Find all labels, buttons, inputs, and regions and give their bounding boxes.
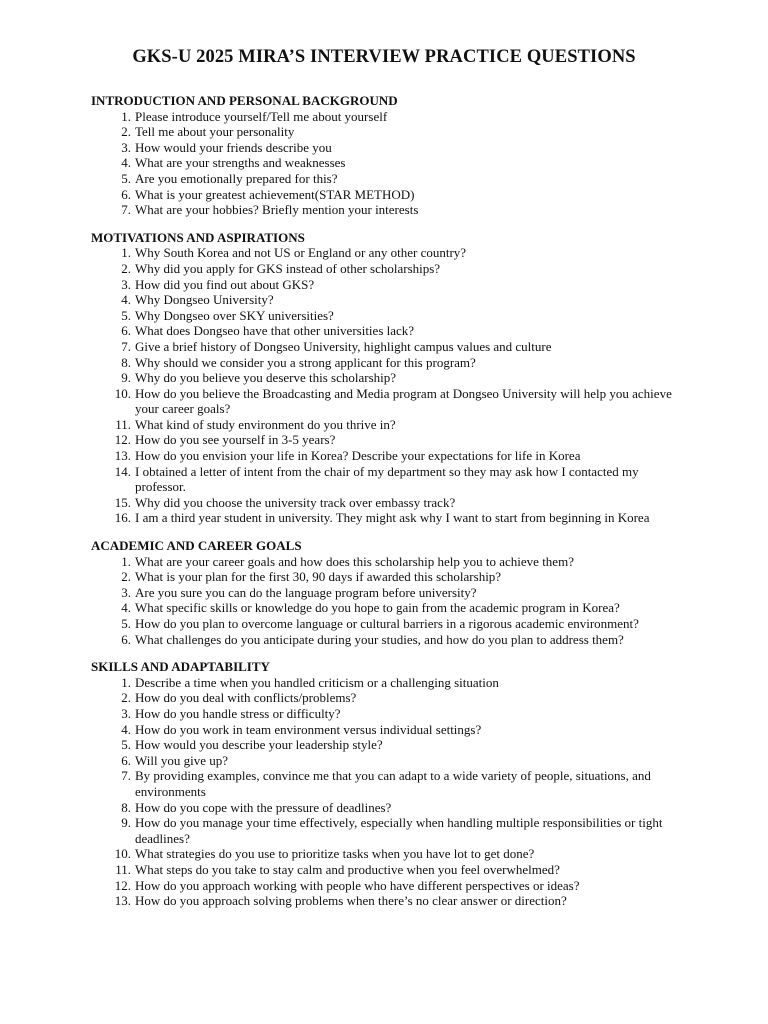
question-text: How do you approach working with people who have different perspectives or ideas? — [135, 877, 580, 893]
question-number: 8. — [121, 799, 131, 815]
question-text: How do you believe the Broadcasting and Media program at Dongseo University will help you achieve your career goals? — [135, 385, 672, 417]
question-number: 1. — [121, 245, 131, 261]
question-number: 10. — [114, 385, 131, 401]
question-text: What does Dongseo have that other universities lack? — [135, 323, 415, 339]
question-item — [91, 140, 691, 156]
question-text: How would you describe your leadership style? — [135, 737, 383, 753]
question-list — [91, 109, 691, 218]
question-number: 12. — [114, 432, 131, 448]
question-item — [91, 187, 691, 203]
question-text: I obtained a letter of intent from the chair of my department so they may ask how I contacted my professor. — [135, 463, 639, 495]
question-text: Why did you apply for GKS instead of other scholarships? — [135, 260, 441, 276]
question-number: 4. — [121, 600, 131, 616]
question-number: 2. — [121, 260, 131, 276]
question-sections — [91, 93, 691, 921]
question-number: 8. — [121, 354, 131, 370]
question-item — [91, 386, 691, 417]
question-number: 11. — [115, 861, 131, 877]
question-item — [91, 616, 691, 632]
question-number: 15. — [114, 494, 131, 510]
section-heading: INTRODUCTION AND PERSONAL BACKGROUND — [91, 93, 398, 108]
question-item — [91, 878, 691, 894]
question-number: 4. — [121, 721, 131, 737]
question-text: Will you give up? — [135, 752, 228, 768]
question-number: 4. — [121, 292, 131, 308]
question-number: 13. — [114, 448, 131, 464]
question-item — [91, 737, 691, 753]
question-number: 5. — [121, 307, 131, 323]
document-title: GKS-U 2025 MIRA’S INTERVIEW PRACTICE QUESTIONS — [132, 47, 636, 67]
question-text: How do you deal with conflicts/problems? — [135, 690, 357, 706]
question-number: 14. — [114, 463, 131, 479]
question-item — [91, 722, 691, 738]
question-number: 7. — [121, 202, 131, 218]
question-item — [91, 308, 691, 324]
question-text: By providing examples, convince me that you can adapt to a wide variety of people, situations, and environments — [135, 768, 651, 799]
question-text: What steps do you take to stay calm and productive when you feel overwhelmed? — [135, 861, 560, 877]
question-text: Why did you choose the university track over embassy track? — [135, 494, 456, 510]
question-number: 2. — [121, 569, 131, 585]
question-number: 13. — [114, 893, 131, 909]
question-text: Why Dongseo University? — [135, 292, 274, 308]
question-text: What strategies do you use to prioritize tasks when you have lot to get done? — [135, 846, 535, 862]
question-number: 9. — [121, 370, 131, 386]
question-item — [91, 846, 691, 862]
question-list — [91, 675, 691, 909]
question-text: Are you emotionally prepared for this? — [135, 170, 338, 186]
question-text: What kind of study environment do you thrive in? — [135, 416, 396, 432]
question-item — [91, 495, 691, 511]
question-item — [91, 554, 691, 570]
question-text: How would your friends describe you — [135, 139, 332, 155]
question-text: Describe a time when you handled criticism or a challenging situation — [135, 674, 499, 690]
question-item — [91, 417, 691, 433]
question-item — [91, 893, 691, 909]
question-number: 7. — [121, 768, 131, 784]
question-number: 16. — [114, 510, 131, 526]
question-text: Give a brief history of Dongseo University, highlight campus values and culture — [135, 338, 552, 354]
question-item — [91, 245, 691, 261]
question-number: 2. — [121, 124, 131, 140]
question-item — [91, 753, 691, 769]
question-text: How do you cope with the pressure of deadlines? — [135, 799, 392, 815]
section-academic-goals — [91, 538, 691, 647]
question-item — [91, 862, 691, 878]
section-introduction — [91, 93, 691, 218]
question-number: 6. — [121, 631, 131, 647]
question-number: 1. — [121, 674, 131, 690]
question-item — [91, 432, 691, 448]
question-text: How do you work in team environment versus individual settings? — [135, 721, 482, 737]
question-text: Why Dongseo over SKY universities? — [135, 307, 334, 323]
question-item — [91, 510, 691, 526]
question-text: What challenges do you anticipate during your studies, and how do you plan to address them? — [135, 631, 624, 647]
question-item — [91, 675, 691, 691]
question-number: 5. — [121, 170, 131, 186]
question-text: What are your career goals and how does this scholarship help you to achieve them? — [135, 553, 574, 569]
question-item — [91, 155, 691, 171]
question-text: Why do you believe you deserve this scholarship? — [135, 370, 397, 386]
question-number: 3. — [121, 705, 131, 721]
question-number: 2. — [121, 690, 131, 706]
question-item — [91, 124, 691, 140]
question-number: 3. — [121, 139, 131, 155]
question-number: 3. — [121, 584, 131, 600]
question-number: 6. — [121, 752, 131, 768]
section-heading: MOTIVATIONS AND ASPIRATIONS — [91, 229, 305, 245]
question-item — [91, 277, 691, 293]
question-text: Why should we consider you a strong applicant for this program? — [135, 354, 476, 370]
question-item — [91, 202, 691, 218]
question-number: 5. — [121, 616, 131, 631]
question-number: 6. — [121, 323, 131, 339]
question-text: How do you handle stress or difficulty? — [135, 705, 341, 721]
question-item — [91, 585, 691, 601]
question-item — [91, 109, 691, 125]
question-text: Tell me about your personality — [135, 124, 295, 140]
question-text: Why South Korea and not US or England or any other country? — [135, 245, 467, 261]
question-text: How do you approach solving problems when there’s no clear answer or direction? — [135, 893, 567, 909]
question-number: 7. — [121, 338, 131, 354]
question-text: How do you envision your life in Korea? Describe your expectations for life in Korea — [135, 448, 581, 464]
section-motivations — [91, 230, 691, 526]
question-item — [91, 448, 691, 464]
question-number: 6. — [121, 186, 131, 202]
question-text: What specific skills or knowledge do you hope to gain from the academic program in Korea? — [135, 600, 620, 616]
question-text: How do you see yourself in 3-5 years? — [135, 432, 336, 448]
question-item — [91, 800, 691, 816]
question-item — [91, 815, 691, 846]
question-list — [91, 245, 691, 526]
question-number: 1. — [121, 553, 131, 569]
question-item — [91, 569, 691, 585]
question-item — [91, 370, 691, 386]
question-text: What is your greatest achievement(STAR METHOD) — [135, 186, 415, 202]
question-item — [91, 632, 691, 648]
section-heading: ACADEMIC AND CAREER GOALS — [91, 538, 302, 554]
question-item — [91, 323, 691, 339]
question-number: 12. — [114, 877, 131, 893]
question-text: What is your plan for the first 30, 90 days if awarded this scholarship? — [135, 569, 502, 585]
question-item — [91, 292, 691, 308]
question-text: How do you plan to overcome language or cultural barriers in a rigorous academic environment? — [135, 616, 639, 631]
question-item — [91, 261, 691, 277]
question-item — [91, 171, 691, 187]
question-text: I am a third year student in university. They might ask why I want to start from beginning in Korea — [135, 510, 650, 526]
question-number: 1. — [121, 108, 131, 124]
question-number: 11. — [115, 416, 131, 432]
question-list — [91, 554, 691, 648]
question-number: 3. — [121, 276, 131, 292]
question-item — [91, 600, 691, 616]
question-item — [91, 464, 691, 495]
section-skills — [91, 659, 691, 909]
question-number: 9. — [121, 815, 131, 831]
question-text: Please introduce yourself/Tell me about yourself — [135, 108, 388, 124]
question-text: How do you manage your time effectively, especially when handling multiple responsibilities or tight deadlines? — [135, 815, 663, 846]
question-text: How did you find out about GKS? — [135, 276, 315, 292]
question-number: 4. — [121, 155, 131, 171]
question-item — [91, 690, 691, 706]
question-text: Are you sure you can do the language program before university? — [135, 584, 477, 600]
question-number: 5. — [121, 737, 131, 753]
question-item — [91, 706, 691, 722]
question-text: What are your strengths and weaknesses — [135, 155, 346, 171]
section-heading: SKILLS AND ADAPTABILITY — [91, 659, 270, 675]
question-text: What are your hobbies? Briefly mention your interests — [135, 202, 419, 218]
question-item — [91, 355, 691, 371]
question-number: 10. — [114, 846, 131, 862]
question-item — [91, 339, 691, 355]
question-item — [91, 768, 691, 799]
